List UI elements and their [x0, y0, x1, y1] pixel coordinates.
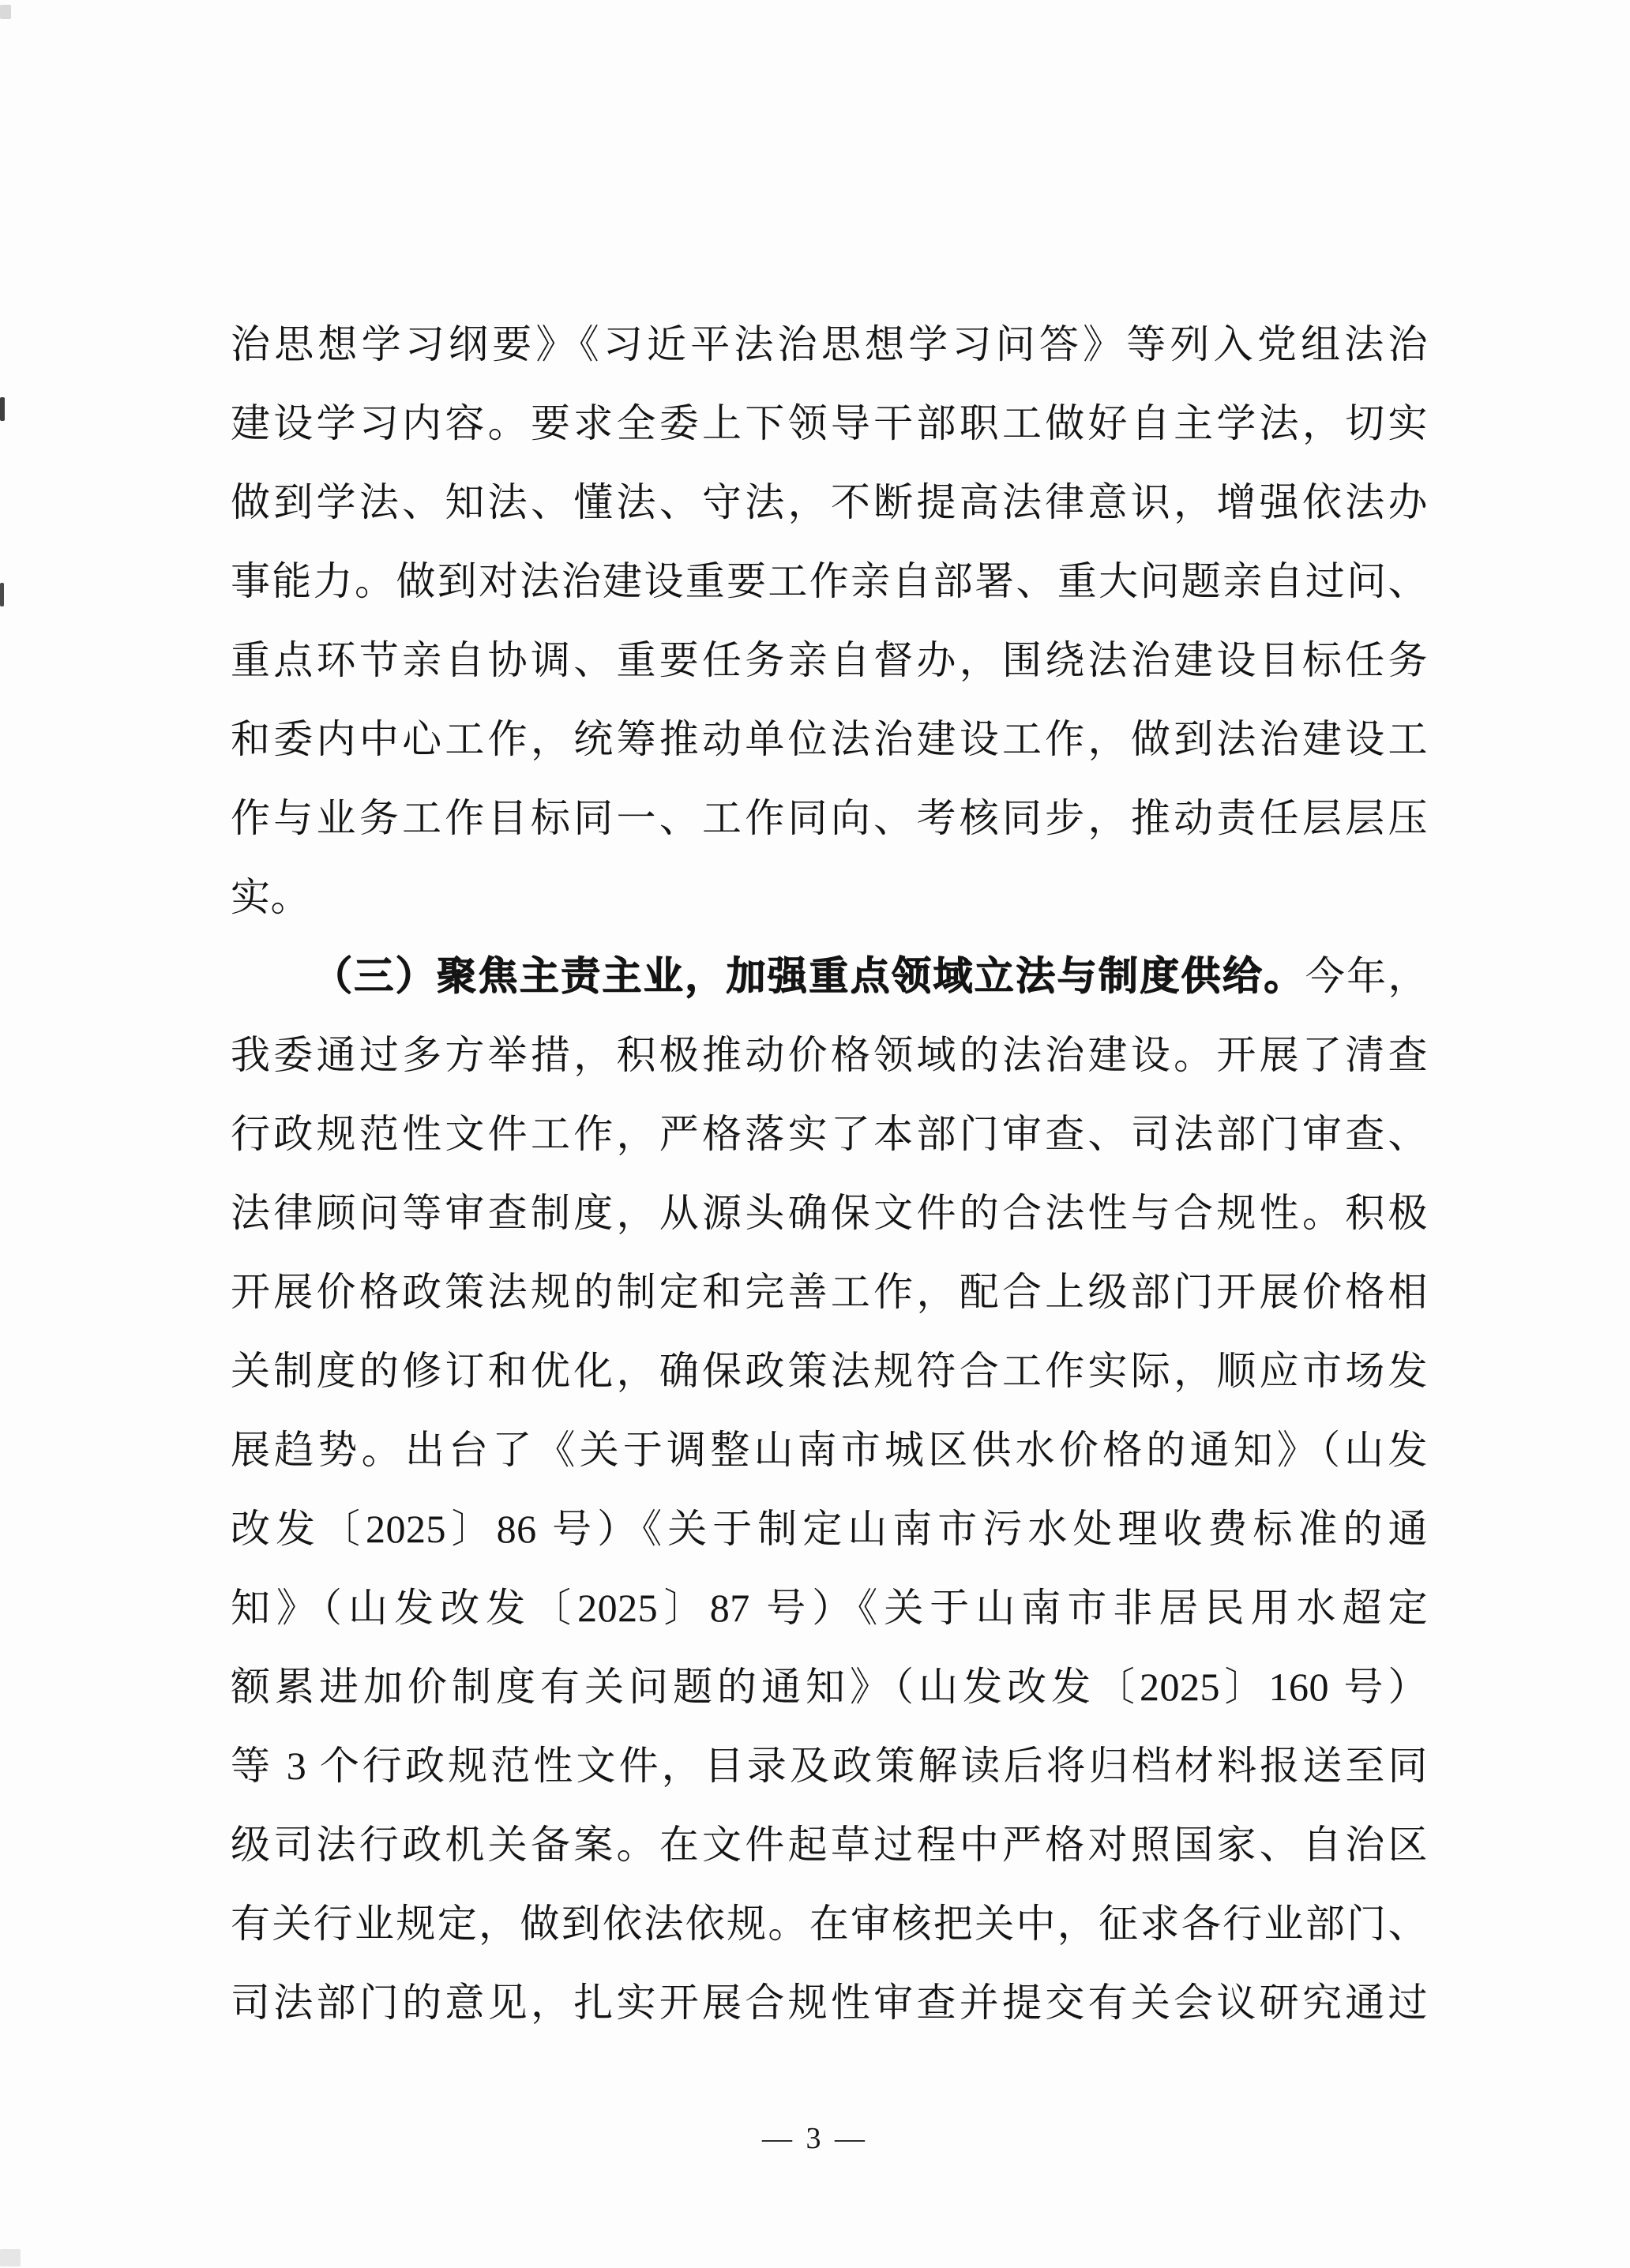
scan-mark-left-edge-2 [0, 583, 4, 606]
body-line-3: 做到学法、知法、懂法、守法，不断提高法律意识，增强依法办 [231, 480, 1428, 524]
scan-smudge-top-left [0, 5, 11, 19]
scan-mark-left-edge-1 [0, 397, 5, 421]
body-text [231, 305, 1428, 2042]
body-line-7: 作与业务工作目标同一、工作同向、考核同步，推动责任层层压 [231, 796, 1428, 840]
section-3-heading-bold: （三）聚焦主责主业，加强重点领域立法与制度供给。 [313, 954, 1305, 998]
section-3-heading-line [231, 937, 1428, 1016]
body-line-13: 开展价格政策法规的制定和完善工作，配合上级部门开展价格相 [231, 1270, 1428, 1314]
body-line-12: 法律顾问等审查制度，从源头确保文件的合法性与合规性。积极 [231, 1191, 1428, 1235]
body-line-15: 展趋势。出台了《关于调整山南市城区供水价格的通知》（山发 [231, 1428, 1428, 1472]
body-line-16: 改发〔2025〕86 号）《关于制定山南市污水处理收费标准的通 [231, 1507, 1428, 1551]
body-line-18: 额累进加价制度有关问题的通知》（山发改发〔2025〕160 号） [231, 1665, 1428, 1709]
body-line-22: 司法部门的意见，扎实开展合规性审查并提交有关会议研究通过 [231, 1981, 1428, 2025]
section-3-heading-regular: 今年， [1305, 954, 1429, 998]
body-line-5: 重点环节亲自协调、重要任务亲自督办，围绕法治建设目标任务 [231, 638, 1428, 682]
page-number: — 3 — [762, 2122, 868, 2155]
body-line-4: 事能力。做到对法治建设重要工作亲自部署、重大问题亲自过问、 [231, 559, 1428, 603]
body-line-1: 治思想学习纲要》《习近平法治思想学习问答》等列入党组法治 [231, 322, 1428, 366]
body-line-8-paragraph-end: 实。 [231, 875, 310, 919]
body-line-17: 知》（山发改发〔2025〕87 号）《关于山南市非居民用水超定 [231, 1586, 1428, 1630]
body-line-2: 建设学习内容。要求全委上下领导干部职工做好自主学法，切实 [231, 401, 1428, 445]
body-line-20: 级司法行政机关备案。在文件起草过程中严格对照国家、自治区 [231, 1823, 1428, 1867]
body-line-21: 有关行业规定，做到依法依规。在审核把关中，征求各行业部门、 [231, 1902, 1428, 1946]
body-line-6: 和委内中心工作，统筹推动单位法治建设工作，做到法治建设工 [231, 717, 1428, 761]
body-line-11: 行政规范性文件工作，严格落实了本部门审查、司法部门审查、 [231, 1112, 1428, 1156]
body-line-19: 等 3 个行政规范性文件，目录及政策解读后将归档材料报送至同 [231, 1744, 1428, 1788]
body-line-10: 我委通过多方举措，积极推动价格领域的法治建设。开展了清查 [231, 1033, 1428, 1077]
scan-smudge-bottom-left [0, 2249, 21, 2266]
body-line-14: 关制度的修订和优化，确保政策法规符合工作实际，顺应市场发 [231, 1349, 1428, 1393]
